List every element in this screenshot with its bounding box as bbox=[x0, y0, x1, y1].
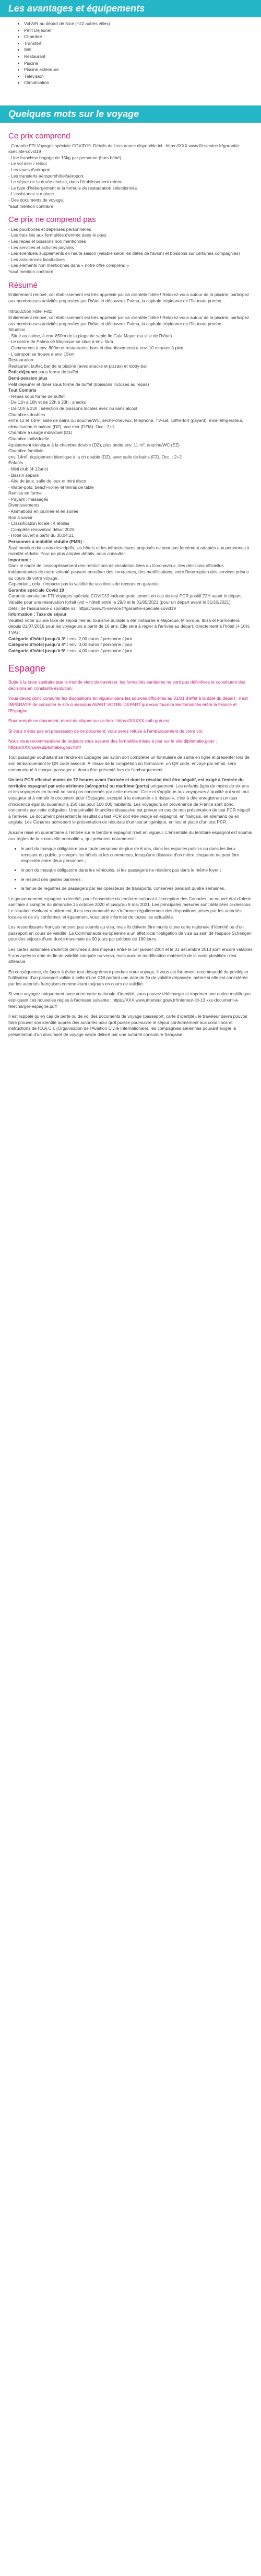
list-item: • Piscine bbox=[24, 61, 253, 67]
spain-pink-paragraph: Suite à la crise sanitaire que le monde vient de traverser, les formalités sanitaires ne sont pas définitives et constituent des décisions en constante évolution. bbox=[8, 679, 245, 691]
text-line: - Payant : massages bbox=[8, 496, 49, 502]
text-line: - Situé au calme, à env. 850m de la plage de sable fin Cala Mayor (sa ville de l'hôtel) bbox=[8, 333, 172, 338]
id-paragraph: Les cartes nationales d'identité délivrées à des majeurs entre le 1er janvier 2004 et le 31 décembre 2013 sont encore valables 5 ans après la date de fin de validité indiquée au verso, mais aucune modification matérielle de la carte plastifiée n'est attendue. bbox=[8, 946, 253, 964]
list-item: - Le séjour de la durée choisie, dans l'établissement retenu. bbox=[8, 179, 124, 185]
text-line: - Animations en journée et en soirée bbox=[8, 509, 79, 514]
price-includes-heading: Ce prix comprend bbox=[8, 131, 70, 140]
list-item: *sauf mention contraire bbox=[8, 269, 54, 274]
list-item: • le port du masque obligatoire pour toute personne de plus de 6 ans, dans les espaces publics ou dans les lieux recevant du public, y compris les hôtels et les commerces, lorsqu'une distance d'un mètre cinquante ne peut être respectée entre deux personnes ; bbox=[21, 846, 253, 864]
category-line bbox=[8, 642, 253, 648]
quarantine-paragraph: Aucune mise en quarantaine à l'entrée sur le territoire espagnol n'est en vigueur. L'ensemble du territoire espagnol est soumis aux règles de la « nouvelle normalité », qui prévoient notamment : bbox=[8, 830, 252, 841]
price-excludes-list bbox=[8, 227, 253, 275]
breakfast-text: sous forme de buffet bbox=[37, 369, 78, 375]
list-item: - Les transferts aéroport/hôtel/aéroport. bbox=[8, 173, 85, 179]
list-item: *sauf mention contraire bbox=[8, 203, 54, 209]
text-line: - Repas sous forme de buffet bbox=[8, 393, 65, 399]
spain-pink-paragraph: Pour remplir ce document, merci de cliquer sur ce lien : https://XXXXX.spth.gob.es/ bbox=[8, 718, 170, 724]
text-line: - Aire de jeux, salle de jeux et mini disco bbox=[8, 478, 86, 484]
text-line: - Commerces à env. 800m et restaurants, bars et divertissements à env. 10 minutes à pied bbox=[8, 345, 184, 351]
list-item: - Les repas et boissons non mentionnés bbox=[8, 239, 86, 244]
list-item: • Piscine extérieure bbox=[24, 67, 253, 73]
category-text: env. 4,00 euros / personne / jour bbox=[68, 648, 133, 653]
category-label: Catégorie d'hôtel jusqu'à 5* : bbox=[8, 648, 68, 653]
consequence-paragraph: En conséquence, de façon à éviter tout désagrément pendant votre voyage, il vous est fortement recommandé de privilégier l'utilisation d'un passeport valide à celle d'une CNI portant une date de fin de validité dépassée, même si elle est considérée par les autorités françaises comme étant toujours en cours de validité. bbox=[8, 969, 248, 986]
list-item: - Garantie FTI Voyages spéciale COVID19: Détails de l'assurance disponible ici : https://XXX.www.fti-service.fr/garantie-speciale-covid19 bbox=[8, 143, 241, 155]
residents-paragraph: Les ressortissants français ne sont pas soumis au visa, mais ils doivent être munis d'une carte nationale d'identité ou d'un passeport en cours de validité. La Communauté européenne a un effet local l'obligation de visa au sein de l'espace Schengen pour des séjours d'une durée maximale de 90 jours par période de 180 jours. bbox=[8, 924, 252, 942]
paper-paragraph: Si vous voyagez uniquement avec votre carte nationale d'identité, vous pouvez télécharger et imprimer une notice multilingue expliquant ces nouvelles règles à l'adresse suivante : https://XXX.www.interieur.gouv.fr/Interieur-Ici-13.xxx-document-a-telecharger-espagne.pdf/ bbox=[8, 991, 251, 1009]
section-header-voyage: Quelques mots sur le voyage bbox=[0, 105, 261, 123]
list-item: - Les pourboires et dépenses personnelles bbox=[8, 226, 91, 232]
category-line bbox=[8, 636, 253, 642]
info-label: Information : Taxe de séjour bbox=[8, 611, 67, 617]
text-line: - De 11h à 18h et de 22h à 23h : snacks bbox=[8, 399, 86, 405]
important-label: Important : bbox=[8, 557, 31, 562]
reduced-mobility-text: Sauf mention dans nos descriptifs, les hôtels et les infrastructures proposés ne sont pas forcément adaptés aux personnes à mobilité réduite. Pour de plus amples détails, nous consulter. bbox=[8, 545, 250, 557]
half-board-text: Petit déjeuner et dîner sous forme de buffet (boissons incluses au repas) bbox=[8, 381, 149, 387]
text-line: Situation bbox=[8, 327, 26, 333]
list-item: • le port du masque obligatoire dans les véhicules, si les passagers ne résident pas dans le même foyer ; bbox=[21, 867, 253, 874]
text-line: - Complète rénovation début 2020 bbox=[8, 526, 75, 532]
text-line: équipement identique à la chambre double (DZ), plus petite env. 11 m², douche/WC (EZ) bbox=[8, 442, 180, 448]
text-line: Divertissements bbox=[8, 502, 40, 508]
equipements-list-container bbox=[0, 17, 261, 99]
list-item: - Une franchise bagage de 15kg par personne (hors bébé) bbox=[8, 155, 122, 160]
guarantee-label: Garantie spéciale Covid 19 bbox=[8, 587, 64, 593]
text-line: Chambre individuelle bbox=[8, 436, 50, 441]
text-line: Bon à savoir bbox=[8, 514, 33, 520]
quarantine-list bbox=[8, 846, 253, 892]
pcr-text: uniquement. Les enfants âgés de moins de six ans et les voyageurs en transit ne sont pas concernés par cette mesure. Celle-ci s'applique aux voyageurs à qualité qui sont tout voyageur et à remplir le document pour l'Espagne, excepté à la demande « à risque », c'est à dire enregistrant un taux d'incidence égal ou supérieur à 150 cas pour 100 000 habitants. Les voyageurs en provenance de France sont donc concernés par cette obligation. Une pénalité financière dissuasive est prévue en cas de non présentation de test PCR négatif à l'arrivée. Le document présentant le résultat du test PCR doit être rédigé en espagnol, en français, en allemand ou en anglais. Les Canaries admettent le présentation de résultats d'un test antigénique, en lieu et place d'un test PCR. bbox=[8, 783, 251, 825]
reminder-paragraph: Il est rappelé qu'en cas de perte ou de vol des documents de voyage (passeport, carte d'identité), le traveleur devra pouvoir faire prouver son identité auprès des autorités pour qu'il puisse poursuivre le séjour conformément aux conditions et instructions de l'O.A.C.I. (Organisation de l'Aviation Civile Internationale), les compagnies aériennes pouvant exiger la présentation d'un document de voyage valide délivré par une autorité consulaire française. bbox=[8, 1014, 248, 1038]
text-line: Détail de l'assurance disponible ici : https://www.fti-service.fr/garantie-speciale-covid19 bbox=[8, 605, 176, 611]
list-item: - Les éléments non mentionnés dans « notre offre comprend » bbox=[8, 263, 129, 268]
list-item: - Les assurances facultatives bbox=[8, 256, 65, 262]
list-item: • Climatisation bbox=[24, 80, 253, 86]
price-includes-list bbox=[8, 143, 253, 210]
intro-title: Introduction Hôtel Fiitz bbox=[8, 309, 52, 314]
list-item: - Les taxes d'aéroport. bbox=[8, 167, 52, 172]
spain-pink-paragraph: Si vous n'êtes pas en possession de ce document, vous serez refusé à l'embarquement de votre vol. bbox=[8, 728, 204, 734]
category-line bbox=[8, 648, 253, 654]
all-inclusive-block bbox=[8, 394, 253, 539]
list-item: • le respect des gestes barrières ; bbox=[21, 877, 253, 883]
text-line: entre 12 et 14m², salle de bains ou douche/WC, sèche-cheveux, téléphone, TV-sat, coffre-fort (payant), mini-réfrigérateur, climatisation et balcon (DZ), vue mer (DZM). Occ.: 2+1 bbox=[8, 418, 243, 429]
text-line: - De 10h à 23h : sélection de boissons locales avec ou sans alcool bbox=[8, 405, 137, 411]
half-board-label: Demi-pension plus bbox=[8, 375, 48, 381]
category-label: Catégorie d'hôtel jusqu'à 3* : bbox=[8, 636, 68, 641]
list-item: - Des documents de voyage. bbox=[8, 197, 64, 203]
category-text: env. 2,00 euros / personne / jour bbox=[68, 636, 133, 641]
text-line: Restauration bbox=[8, 357, 33, 363]
list-item: - Les éventuels suppléments en haute saison (valable selon les dates de l'avion) et boissons sur certaines compagnies) bbox=[8, 251, 240, 256]
spain-recommend-paragraph: Nous vous recommandons de toujours vous assurer des formalités mises à jour sur le site diplomatie.gouv : https://XXX.www.diplomatie.gouv.fr/fr/ bbox=[8, 738, 217, 750]
text-line: - Mini club (4-12ans) bbox=[8, 466, 49, 472]
text-line: - Water-polo, beach-volley et tennis de table bbox=[8, 484, 94, 490]
list-item: • Télévision bbox=[24, 74, 253, 80]
text-line: env. 14m², équipement identique à la ch double (DZ), avec salle de bains (FZ). Occ. : 2+2 bbox=[8, 454, 182, 460]
list-item: - Le type d'hébergement et la formule de restauration sélectionnés. bbox=[8, 185, 138, 191]
text-line: - Le centre de Palma de Majorque se situe à env. 5km bbox=[8, 339, 113, 345]
category-label: Catégorie d'hôtel jusqu'à 4* : bbox=[8, 642, 68, 648]
text-line: Veuillez noter qu'une taxe de séjour liée au tourisme durable a été instaurée à Majorque, Minorque, Ibiza et Formentera depuis 01/07/2016 pour les voyageurs à partir de 16 ans. Elle sera à régler à l'arrivée au départ, directement à l'hôtel (+ 10% TVA) : bbox=[8, 617, 250, 635]
price-excludes-heading: Ce prix ne comprend pas bbox=[8, 215, 96, 225]
text-line: - Bassin séparé bbox=[8, 472, 39, 478]
list-item: - L'assistance sur place. bbox=[8, 191, 55, 197]
breakfast-line bbox=[8, 369, 253, 375]
gov-paragraph: Le gouvernement espagnol a décrété, pour l'ensemble du territoire national à l'exception des Canaries, un nouvel état d'alerte sanitaire à compter du dimanche 25 octobre 2020 et jusqu'au 9 mai 2021. Les principales mesures sont détaillées ci-dessous. Le situation évoluant rapidement, il est recommandé de s'informer régulièrement des dispositions prises par les autorités locales et de s'y conformer, et également, vous tenir informés de toutes les actualités. bbox=[8, 896, 252, 920]
validity-text: Cependant, cela n'impacte pas la validité de vos droits de recours en garantie. bbox=[8, 581, 160, 587]
breakfast-label: Petit déjeuner bbox=[8, 369, 38, 375]
reduced-mobility-label: Personnes à mobilité réduite (PMR) : bbox=[8, 539, 85, 545]
section-header-equipements: Les avantages et équipements bbox=[0, 0, 261, 17]
all-inclusive-label: Tout Compris bbox=[8, 387, 37, 393]
list-item: - Le vol aller / retour bbox=[8, 161, 48, 167]
text-line: Enfants bbox=[8, 460, 23, 466]
category-text: env. 3,00 euros / personne / jour bbox=[68, 642, 133, 648]
text-line: Chambre familiale bbox=[8, 448, 44, 454]
location-block bbox=[8, 327, 253, 369]
voyage-content bbox=[0, 123, 261, 1055]
important-text: Dans le cadre de l'assouplissement des restrictions de circulation liées au Coronavirus, des décisions officielles indépendantes de notre volonté peuvent entraîner des contraintes, des modifications, voire l'interruption des services prévus au cours de votre voyage. bbox=[8, 563, 249, 581]
text-line: - Classification locale : 4 étoiles bbox=[8, 521, 69, 526]
spain-passenger-paragraph: Tout passager souhaitant se rendre en Espagne par avion doit compléter un formulaire de santé en ligne et présenter lors de son embarquement le QR code associé. À l'issue de la complétion du formulaire, un QR code, envoyé par email, sera communiqué à chaque passager et devra être présenté lors de l'embarquement. bbox=[8, 755, 250, 772]
text-line: Garantie annulation FTI Voyages spéciale COVID19 incluse gratuitement en cas de test PCR positif 72H avant le départ. bbox=[8, 593, 242, 599]
text-line: Remise en forme bbox=[8, 490, 42, 496]
list-item: • Petit Déjeuner bbox=[24, 28, 253, 34]
text-line: - L'aéroport se trouve à env. 15km bbox=[8, 351, 75, 357]
list-item: • Vol A/R au départ de Nice (+22 autres villes) bbox=[24, 21, 253, 27]
text-line: Valable pour une réservation forfait (vol + hôtel) entre le 29/3 et le 31/05/2021 (pour un départ avant le 31/10/2021) bbox=[8, 599, 231, 605]
text-line: Chambres doubles bbox=[8, 411, 45, 417]
list-item: • Restaurant bbox=[24, 54, 253, 60]
text-line: Restaurant buffet, bar de la piscine (avec snacks et pizzas) et lobby-bar bbox=[8, 363, 147, 369]
list-item: • Transfert bbox=[24, 41, 253, 47]
list-item: • la tenue de registres de passagers par les opérateurs de transports, conservés pendant quatre semaines. bbox=[21, 886, 253, 892]
text-line: - Hôtel ouvert à partir du 30.04.21 bbox=[8, 533, 74, 538]
summary-paragraph: Entièrement rénové, cet établissement est très apprécié par sa clientèle fidèle ! Relaxez-vous autour de la piscine, participez aux nombreuses activités proposées par l'hôtel et découvrez Palma, la capitale trépidante de l'île toute proche. bbox=[8, 292, 250, 303]
summary-heading: Résumé bbox=[8, 280, 38, 290]
list-item: - Les services et activités payants bbox=[8, 244, 74, 250]
equipements-list bbox=[8, 21, 253, 86]
list-item: - Les frais liés aux formalités d'entrée dans le pays bbox=[8, 232, 106, 238]
list-item: • Chambre bbox=[24, 34, 253, 40]
list-item: • Wifi bbox=[24, 47, 253, 53]
pcr-paragraph bbox=[8, 777, 253, 826]
pcr-label: Un test PCR effectué moins de 72 heures avant l'arrivée et dont le résultat doit être négatif, est exigé à l'entrée du territoire espagnol par voie aérienne (aéroports) ou maritime (ports) bbox=[8, 777, 244, 789]
intro-paragraph: Entièrement rénové, cet établissement est très apprécié par sa clientèle fidèle ! Relaxez-vous autour de la piscine, participez aux nombreuses activités proposées par l'hôtel et découvrez Palma, la capitale trépidante de l'île toute proche. bbox=[8, 315, 250, 326]
spain-pink-paragraph: Vous devez donc consulter les dispositions en vigueur dans les sources officielles au 01/01 d'effet à la date du départ ; il est IMPÉRATIF de consulter le site ci-dessous AVANT VOTRE DÉPART qui vous fournira les formalités entre la France et l'Espagne. bbox=[8, 696, 248, 713]
text-line: Chambre à usage individuel (D1) bbox=[8, 430, 73, 436]
spain-heading: Espagne bbox=[8, 663, 46, 674]
